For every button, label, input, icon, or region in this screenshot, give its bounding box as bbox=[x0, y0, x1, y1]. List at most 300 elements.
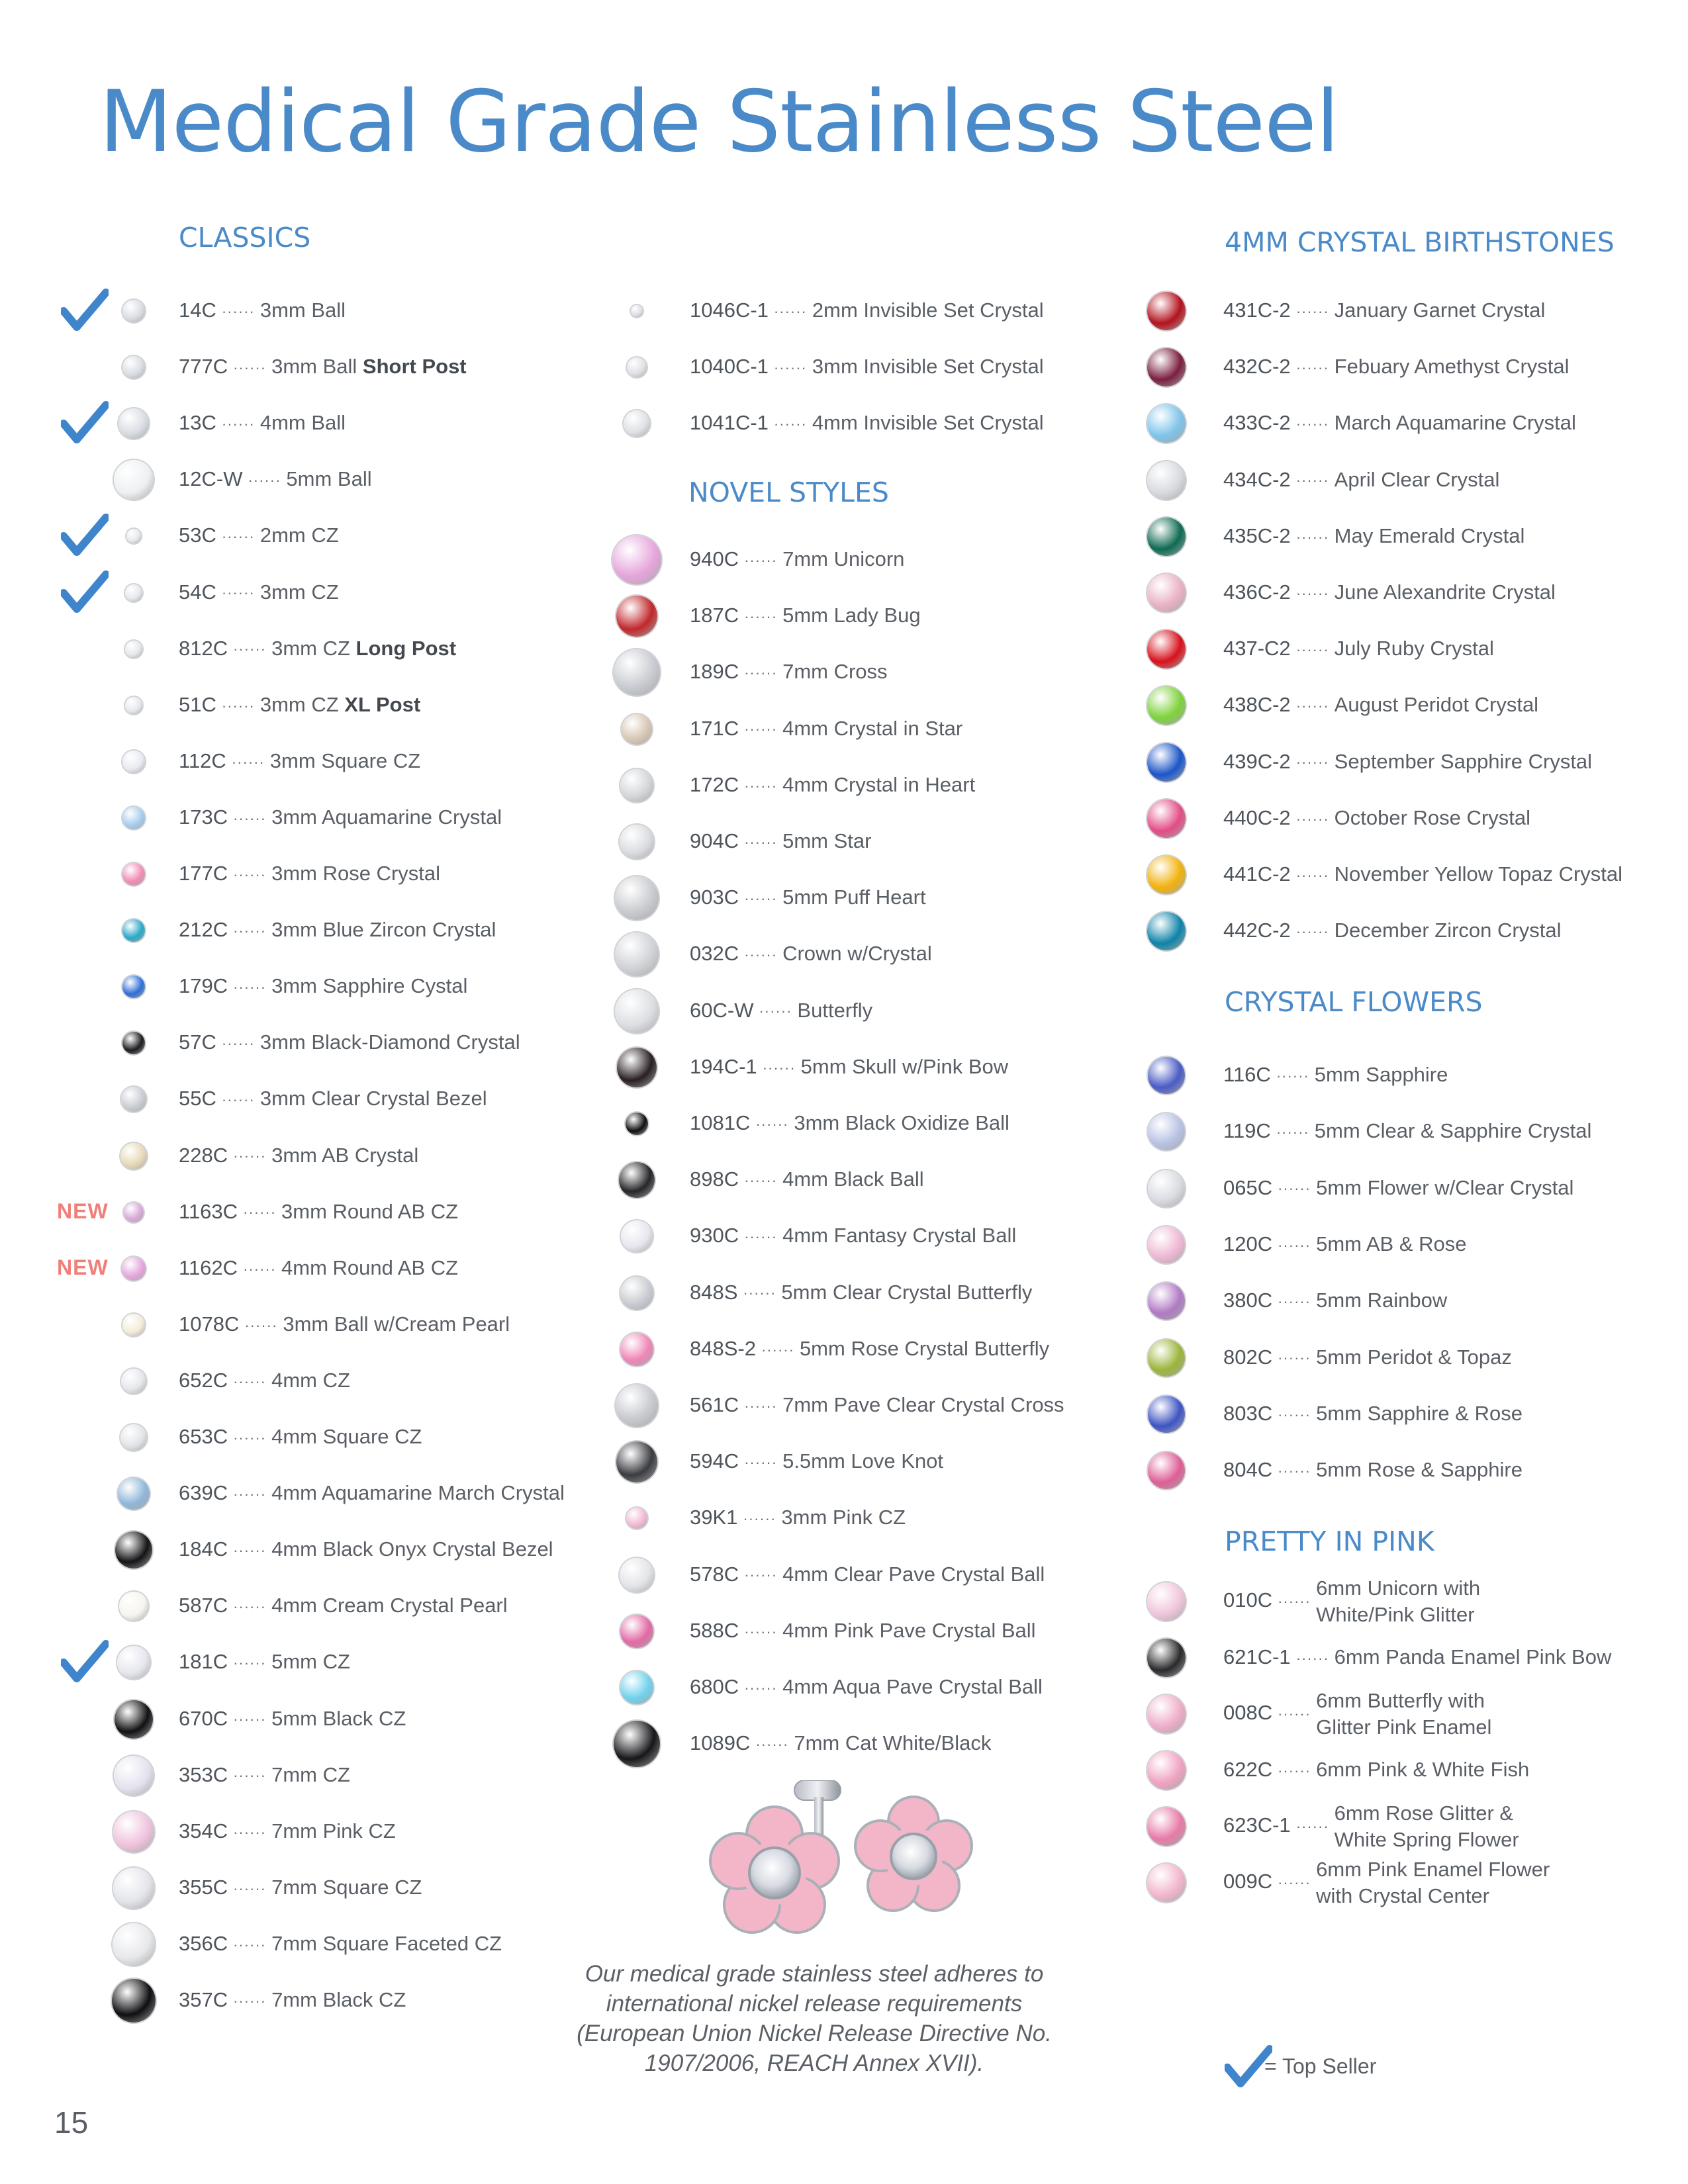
item-code: 803C bbox=[1223, 1401, 1273, 1425]
leader-dots: ······ bbox=[233, 1148, 267, 1165]
item-description-text: 7mm Cat White/Black bbox=[794, 1731, 992, 1755]
item-description-text: 7mm CZ bbox=[271, 1762, 350, 1786]
item-description-line: 6mm Unicorn with bbox=[1316, 1576, 1481, 1600]
leader-dots: ······ bbox=[1278, 1406, 1311, 1423]
item-label bbox=[1223, 353, 1570, 381]
sapphire-flower-icon bbox=[1148, 1057, 1185, 1094]
item-label bbox=[179, 1931, 502, 1958]
item-description-text: December Zircon Crystal bbox=[1334, 919, 1562, 942]
item-code: 380C bbox=[1223, 1289, 1273, 1312]
leader-dots: ······ bbox=[1295, 416, 1329, 433]
item-description-text: April Clear Crystal bbox=[1334, 467, 1500, 491]
item-code: 51C bbox=[179, 692, 216, 716]
item-code: 623C-1 bbox=[1223, 1813, 1291, 1837]
leader-dots: ······ bbox=[1295, 866, 1329, 884]
leader-dots: ······ bbox=[1295, 754, 1329, 771]
leader-dots: ······ bbox=[1295, 528, 1329, 545]
leader-dots: ······ bbox=[759, 1003, 792, 1020]
item-code: 13C bbox=[179, 411, 216, 435]
item-code: 438C-2 bbox=[1223, 693, 1291, 717]
item-label bbox=[1223, 1688, 1491, 1741]
birthstones-item bbox=[0, 510, 1688, 563]
item-code: 194C-1 bbox=[690, 1054, 757, 1078]
leader-dots: ······ bbox=[744, 1567, 778, 1584]
item-description-text: 4mm Ball bbox=[259, 411, 346, 435]
item-code: 60C-W bbox=[690, 998, 754, 1022]
leader-dots: ······ bbox=[233, 1542, 267, 1559]
pink-cz-icon bbox=[626, 1508, 647, 1529]
item-code: 172C bbox=[690, 772, 739, 796]
item-description-text: June Alexandrite Crystal bbox=[1334, 580, 1556, 604]
item-code: 804C bbox=[1223, 1458, 1273, 1482]
item-code: 442C-2 bbox=[1223, 919, 1291, 942]
item-code: 680C bbox=[690, 1675, 739, 1699]
item-code: 940C bbox=[690, 547, 739, 571]
pink-flower-icon bbox=[1147, 1864, 1186, 1902]
item-description bbox=[1316, 1688, 1491, 1741]
unicorn-icon bbox=[1147, 1582, 1186, 1621]
leader-dots: ······ bbox=[744, 551, 778, 569]
item-description-text: 3mm Clear Crystal Bezel bbox=[259, 1087, 487, 1111]
legend-label: = Top Seller bbox=[1264, 2054, 1377, 2078]
leader-dots: ······ bbox=[233, 979, 267, 996]
item-description-text: 3mm CZ bbox=[259, 692, 339, 716]
leader-dots: ······ bbox=[1278, 1293, 1311, 1310]
item-description-text: 4mm Pink Pave Crystal Ball bbox=[782, 1618, 1036, 1642]
item-description bbox=[1335, 637, 1494, 660]
section-heading-birthstones: 4MM CRYSTAL BIRTHSTONES bbox=[1225, 226, 1615, 258]
item-code: 434C-2 bbox=[1223, 467, 1291, 491]
item-description-text: 4mm CZ bbox=[271, 1368, 350, 1392]
leader-dots: ······ bbox=[243, 1260, 277, 1277]
item-description-text: Crown w/Crystal bbox=[782, 942, 932, 966]
item-description-text: 3mm Ball bbox=[259, 298, 346, 322]
item-description-text: 2mm CZ bbox=[259, 523, 339, 547]
item-code: 010C bbox=[1223, 1588, 1273, 1612]
flowers-item bbox=[0, 1332, 1688, 1385]
item-code: 898C bbox=[690, 1167, 739, 1191]
item-description bbox=[1316, 1575, 1480, 1628]
leader-dots: ······ bbox=[744, 721, 778, 738]
item-code: 184C bbox=[179, 1537, 228, 1561]
zircon-birthstone-icon bbox=[1147, 912, 1186, 950]
item-description-text: 7mm Unicorn bbox=[782, 547, 905, 571]
item-description bbox=[1315, 1119, 1592, 1142]
item-code: 112C bbox=[179, 749, 226, 772]
birthstones-item bbox=[0, 341, 1688, 394]
item-description bbox=[1316, 1758, 1529, 1781]
leader-dots: ······ bbox=[744, 1228, 778, 1246]
leader-dots: ······ bbox=[1295, 1818, 1329, 1835]
item-description bbox=[1335, 750, 1592, 773]
leader-dots: ······ bbox=[233, 1767, 267, 1784]
leader-dots: ······ bbox=[744, 1454, 778, 1471]
peridot-topaz-flower-icon bbox=[1148, 1340, 1185, 1377]
leader-dots: ······ bbox=[1278, 1762, 1311, 1779]
item-description-text: March Aquamarine Crystal bbox=[1334, 411, 1576, 435]
leader-dots: ······ bbox=[755, 1115, 789, 1132]
item-description-line: Glitter Pink Enamel bbox=[1316, 1715, 1492, 1739]
item-label bbox=[1223, 1344, 1512, 1372]
leader-dots: ······ bbox=[1276, 1124, 1309, 1141]
item-description bbox=[1335, 1800, 1519, 1853]
item-code: 848S bbox=[690, 1280, 738, 1304]
item-description-text: 3mm Sapphire Cystal bbox=[271, 974, 468, 998]
item-description-text: 3mm Rose Crystal bbox=[271, 862, 441, 886]
item-code: 187C bbox=[690, 604, 739, 627]
item-label bbox=[1223, 1457, 1523, 1484]
leader-dots: ······ bbox=[221, 697, 255, 714]
item-description-text: November Yellow Topaz Crystal bbox=[1334, 862, 1623, 886]
item-label bbox=[1223, 410, 1576, 437]
item-label bbox=[179, 1987, 406, 2015]
leader-dots: ······ bbox=[744, 833, 778, 850]
item-label bbox=[1223, 1800, 1519, 1853]
clear-birthstone-icon bbox=[1147, 461, 1186, 500]
item-description-text: 3mm Round AB CZ bbox=[281, 1199, 459, 1223]
section-heading-pretty-in-pink: PRETTY IN PINK bbox=[1225, 1525, 1434, 1557]
item-code: 639C bbox=[179, 1481, 228, 1505]
item-description-line: 6mm Pink Enamel Flower bbox=[1316, 1858, 1550, 1881]
item-code: 009C bbox=[1223, 1870, 1273, 1893]
leader-dots: ······ bbox=[1276, 1067, 1309, 1084]
garnet-birthstone-icon bbox=[1147, 292, 1186, 330]
item-description-text: 7mm Black CZ bbox=[271, 1988, 406, 2012]
flowers-item bbox=[0, 1049, 1688, 1102]
birthstones-item bbox=[0, 848, 1688, 901]
birthstones-item bbox=[0, 454, 1688, 507]
item-description bbox=[1335, 693, 1538, 716]
item-description-text: 3mm Black Oxidize Ball bbox=[794, 1111, 1009, 1135]
item-code: 228C bbox=[179, 1143, 228, 1167]
item-description bbox=[1335, 1645, 1612, 1668]
item-description-text: 5mm Flower w/Clear Crystal bbox=[1316, 1175, 1574, 1199]
item-description-text: 7mm Pink CZ bbox=[271, 1819, 396, 1843]
leader-dots: ······ bbox=[743, 1510, 776, 1527]
item-code: 433C-2 bbox=[1223, 411, 1291, 435]
leader-dots: ······ bbox=[233, 1992, 267, 2009]
item-label bbox=[1223, 917, 1561, 945]
flowers-item bbox=[0, 1388, 1688, 1441]
item-code: 032C bbox=[690, 942, 739, 966]
item-code: 181C bbox=[179, 1650, 228, 1674]
pink-flower-earrings-photo bbox=[695, 1780, 1000, 1949]
pink-item bbox=[0, 1575, 1688, 1628]
birthstones-item bbox=[0, 736, 1688, 789]
leader-dots: ······ bbox=[755, 1736, 789, 1753]
leader-dots: ······ bbox=[744, 777, 778, 794]
item-code: 561C bbox=[690, 1393, 739, 1417]
item-description-text: 4mm Clear Pave Crystal Ball bbox=[782, 1562, 1045, 1586]
leader-dots: ······ bbox=[743, 1285, 776, 1302]
item-description-text: 3mm Blue Zircon Crystal bbox=[271, 918, 496, 942]
rainbow-flower-icon bbox=[1148, 1283, 1185, 1320]
item-description bbox=[1335, 298, 1546, 322]
item-label bbox=[1223, 1175, 1573, 1203]
leader-dots: ······ bbox=[1295, 698, 1329, 715]
item-code: 54C bbox=[179, 580, 216, 604]
section-heading-crystal-flowers: CRYSTAL FLOWERS bbox=[1225, 986, 1483, 1018]
leader-dots: ······ bbox=[762, 1059, 796, 1076]
item-description-text: January Garnet Crystal bbox=[1334, 298, 1546, 322]
item-description bbox=[797, 999, 872, 1022]
item-code: 622C bbox=[1223, 1758, 1273, 1782]
item-code: 065C bbox=[1223, 1175, 1273, 1199]
item-label bbox=[1223, 635, 1494, 663]
leader-dots: ······ bbox=[744, 890, 778, 907]
ab-rose-flower-icon bbox=[1148, 1226, 1185, 1263]
leader-dots: ······ bbox=[744, 664, 778, 682]
item-label bbox=[1223, 805, 1530, 833]
leader-dots: ······ bbox=[1278, 1236, 1311, 1253]
leader-dots: ······ bbox=[233, 1655, 267, 1672]
leader-dots: ······ bbox=[233, 866, 267, 883]
leader-dots: ······ bbox=[744, 1172, 778, 1189]
leader-dots: ······ bbox=[233, 1823, 267, 1841]
black-cz-icon bbox=[112, 1979, 156, 2023]
leader-dots: ······ bbox=[233, 1598, 267, 1615]
item-description-text: 7mm Square Faceted CZ bbox=[271, 1931, 502, 1955]
item-code: 437-C2 bbox=[1223, 637, 1291, 660]
item-label bbox=[1223, 1856, 1550, 1909]
leader-dots: ······ bbox=[1295, 810, 1329, 827]
item-code: 578C bbox=[690, 1562, 739, 1586]
item-description-text: 4mm Aquamarine March Crystal bbox=[271, 1481, 565, 1505]
leader-dots: ······ bbox=[1278, 1349, 1311, 1367]
item-description-line: 6mm Rose Glitter & bbox=[1334, 1801, 1514, 1825]
item-description-text: 4mm Invisible Set Crystal bbox=[812, 411, 1044, 435]
item-description-text: Febuary Amethyst Crystal bbox=[1334, 355, 1570, 379]
leader-dots: ······ bbox=[233, 809, 267, 827]
item-description-text: 5mm Star bbox=[782, 829, 872, 853]
leader-dots: ······ bbox=[1295, 302, 1329, 320]
birthstones-item bbox=[0, 623, 1688, 676]
item-code: 436C-2 bbox=[1223, 580, 1291, 604]
butterfly-icon bbox=[615, 989, 659, 1033]
item-description bbox=[1316, 1176, 1573, 1199]
birthstones-item bbox=[0, 679, 1688, 732]
item-description bbox=[1315, 1063, 1448, 1086]
leader-dots: ······ bbox=[1278, 1593, 1311, 1610]
leader-dots: ······ bbox=[1278, 1706, 1311, 1722]
item-code: 848S-2 bbox=[690, 1336, 756, 1360]
item-description-text: 4mm Black Onyx Crystal Bezel bbox=[271, 1537, 553, 1561]
item-description-text: 5mm Skull w/Pink Bow bbox=[800, 1054, 1009, 1078]
leader-dots: ······ bbox=[233, 359, 267, 376]
item-label bbox=[1223, 749, 1592, 776]
item-description-text: October Rose Crystal bbox=[1334, 805, 1530, 829]
topaz-birthstone-icon bbox=[1147, 856, 1186, 894]
item-description-text: 5mm Clear & Sapphire Crystal bbox=[1314, 1119, 1592, 1143]
page-title: Medical Grade Stainless Steel bbox=[99, 73, 1339, 171]
item-code: 652C bbox=[179, 1368, 228, 1392]
item-code: 355C bbox=[179, 1875, 228, 1899]
item-code: 008C bbox=[1223, 1701, 1273, 1725]
leader-dots: ······ bbox=[1295, 923, 1329, 940]
item-label bbox=[1223, 467, 1499, 494]
birthstones-item bbox=[0, 397, 1688, 450]
butterfly-icon bbox=[1147, 1695, 1186, 1733]
item-code: 812C bbox=[179, 636, 228, 660]
item-description-text: 3mm Black-Diamond Crystal bbox=[259, 1030, 520, 1054]
item-code: 904C bbox=[690, 829, 739, 853]
item-code: 1041C-1 bbox=[690, 411, 769, 435]
item-description-text: 4mm Black Ball bbox=[782, 1167, 924, 1191]
leader-dots: ······ bbox=[1278, 1463, 1311, 1479]
flowers-item bbox=[0, 1105, 1688, 1158]
pink-item bbox=[0, 1631, 1688, 1684]
item-description-text: 5.5mm Love Knot bbox=[782, 1449, 944, 1473]
item-code: 354C bbox=[179, 1819, 228, 1843]
item-description bbox=[1316, 1458, 1523, 1481]
item-code: 435C-2 bbox=[1223, 523, 1291, 547]
leader-dots: ······ bbox=[744, 946, 778, 964]
item-code: 440C-2 bbox=[1223, 805, 1291, 829]
leader-dots: ······ bbox=[761, 1341, 794, 1358]
fish-icon bbox=[1147, 1751, 1186, 1790]
item-code: 587C bbox=[179, 1594, 228, 1617]
leader-dots: ······ bbox=[233, 1880, 267, 1897]
item-description bbox=[1335, 862, 1622, 886]
item-code: 353C bbox=[179, 1762, 228, 1786]
item-code: 173C bbox=[179, 805, 228, 829]
item-description-text: 5mm Lady Bug bbox=[782, 604, 921, 627]
item-description-text: 5mm Puff Heart bbox=[782, 886, 926, 909]
item-label bbox=[1223, 1575, 1480, 1628]
item-description-text: 5mm Rose Crystal Butterfly bbox=[799, 1336, 1050, 1360]
item-code: 588C bbox=[690, 1618, 739, 1642]
item-description-text: 4mm Square CZ bbox=[271, 1425, 422, 1449]
item-description-text: 6mm Pink & White Fish bbox=[1316, 1758, 1530, 1782]
item-description bbox=[1316, 1856, 1550, 1909]
item-description bbox=[1335, 580, 1556, 604]
item-description bbox=[271, 1932, 502, 1955]
clear-flower-icon bbox=[1148, 1170, 1185, 1207]
item-code: 621C-1 bbox=[1223, 1645, 1291, 1669]
item-description-text: 3mm CZ bbox=[271, 636, 350, 660]
leader-dots: ······ bbox=[744, 1679, 778, 1696]
item-code: 1046C-1 bbox=[690, 298, 769, 322]
item-description bbox=[1335, 468, 1500, 491]
leader-dots: ······ bbox=[233, 1486, 267, 1502]
item-description-text: 5mm Rose & Sapphire bbox=[1316, 1458, 1523, 1482]
nickel-compliance-note: Our medical grade stainless steel adheres to international nickel release requirements (European Union Nickel Release Directive No. 1907/2006, REACH Annex XVII). bbox=[577, 1961, 1052, 2076]
item-code: 177C bbox=[179, 862, 228, 886]
clear-sapphire-flower-icon bbox=[1148, 1113, 1185, 1150]
leader-dots: ······ bbox=[233, 1936, 267, 1953]
leader-dots: ······ bbox=[1295, 584, 1329, 602]
item-code: 57C bbox=[179, 1030, 216, 1054]
item-description bbox=[1335, 411, 1576, 434]
item-description-text: 4mm Crystal in Heart bbox=[782, 772, 976, 796]
panda-icon bbox=[1147, 1639, 1186, 1677]
item-description-text: 5mm CZ bbox=[271, 1650, 350, 1674]
item-code: 53C bbox=[179, 523, 216, 547]
emerald-birthstone-icon bbox=[1147, 518, 1186, 556]
birthstones-item bbox=[0, 285, 1688, 338]
item-code: 116C bbox=[1223, 1063, 1271, 1087]
item-description-text: September Sapphire Crystal bbox=[1334, 749, 1593, 773]
leader-dots: ······ bbox=[248, 472, 281, 489]
flowers-item bbox=[0, 1275, 1688, 1328]
item-code: 903C bbox=[690, 886, 739, 909]
item-description-text: 5mm Rainbow bbox=[1316, 1289, 1448, 1312]
item-label bbox=[1223, 579, 1556, 607]
page-number: 15 bbox=[54, 2105, 89, 2140]
item-post-type: XL Post bbox=[344, 692, 421, 716]
item-description-text: 7mm Cross bbox=[782, 660, 888, 684]
item-label bbox=[1223, 692, 1538, 719]
item-description-text: 5mm Clear Crystal Butterfly bbox=[781, 1280, 1033, 1304]
leader-dots: ······ bbox=[233, 1711, 267, 1728]
item-description bbox=[1335, 919, 1562, 942]
item-label bbox=[1223, 1062, 1448, 1089]
item-code: 356C bbox=[179, 1931, 228, 1955]
item-description-text: 3mm Aquamarine Crystal bbox=[271, 805, 502, 829]
item-description-text: 3mm CZ bbox=[259, 580, 339, 604]
item-code: 777C bbox=[179, 355, 228, 379]
square-faceted-cz-icon bbox=[113, 1923, 155, 1966]
pink-item bbox=[0, 1688, 1688, 1741]
sapphire-rose-flower-icon bbox=[1148, 1396, 1185, 1433]
item-description-text: 3mm Ball w/Cream Pearl bbox=[283, 1312, 510, 1336]
item-description-text: Butterfly bbox=[797, 998, 873, 1022]
flowers-item bbox=[0, 1444, 1688, 1497]
leader-dots: ······ bbox=[1295, 1649, 1329, 1666]
item-code: 653C bbox=[179, 1425, 228, 1449]
leader-dots: ······ bbox=[744, 608, 778, 625]
item-code: 120C bbox=[1223, 1232, 1273, 1255]
item-description-line: White/Pink Glitter bbox=[1316, 1603, 1475, 1626]
item-code: 1040C-1 bbox=[690, 355, 769, 379]
leader-dots: ······ bbox=[231, 753, 265, 770]
item-description-text: 3mm Invisible Set Crystal bbox=[812, 355, 1044, 379]
leader-dots: ······ bbox=[221, 416, 255, 433]
item-description-text: May Emerald Crystal bbox=[1334, 523, 1525, 547]
birthstones-item bbox=[0, 567, 1688, 619]
leader-dots: ······ bbox=[1278, 1180, 1311, 1197]
leader-dots: ······ bbox=[1278, 1874, 1311, 1891]
item-label bbox=[1223, 1287, 1447, 1315]
item-description-text: 7mm Square CZ bbox=[271, 1875, 422, 1899]
amethyst-birthstone-icon bbox=[1147, 348, 1186, 387]
item-code: 12C-W bbox=[179, 467, 243, 491]
item-code: 670C bbox=[179, 1706, 228, 1730]
item-description-line: White Spring Flower bbox=[1334, 1828, 1519, 1851]
item-code: 1078C bbox=[179, 1312, 240, 1336]
item-code: 357C bbox=[179, 1988, 228, 2012]
item-description bbox=[1316, 1345, 1512, 1369]
item-label bbox=[1223, 1756, 1529, 1784]
item-code: 1081C bbox=[690, 1111, 751, 1135]
flower-earrings-image bbox=[695, 1780, 1000, 1946]
alexandrite-birthstone-icon bbox=[1147, 574, 1186, 612]
section-heading-classics: CLASSICS bbox=[179, 222, 311, 253]
item-description-text: 5mm Peridot & Topaz bbox=[1316, 1345, 1512, 1369]
item-description-text: 5mm Sapphire bbox=[1314, 1063, 1448, 1087]
item-label bbox=[1223, 1644, 1611, 1672]
item-description-text: 3mm Pink CZ bbox=[781, 1506, 906, 1529]
item-code: 432C-2 bbox=[1223, 355, 1291, 379]
item-code: 930C bbox=[690, 1224, 739, 1248]
item-description-text: 7mm Pave Clear Crystal Cross bbox=[782, 1393, 1064, 1417]
item-label bbox=[690, 997, 872, 1025]
rose-birthstone-icon bbox=[1147, 799, 1186, 838]
item-code: 1089C bbox=[690, 1731, 751, 1755]
item-code: 55C bbox=[179, 1087, 216, 1111]
new-badge: NEW bbox=[57, 1255, 109, 1279]
item-code: 171C bbox=[690, 716, 739, 740]
